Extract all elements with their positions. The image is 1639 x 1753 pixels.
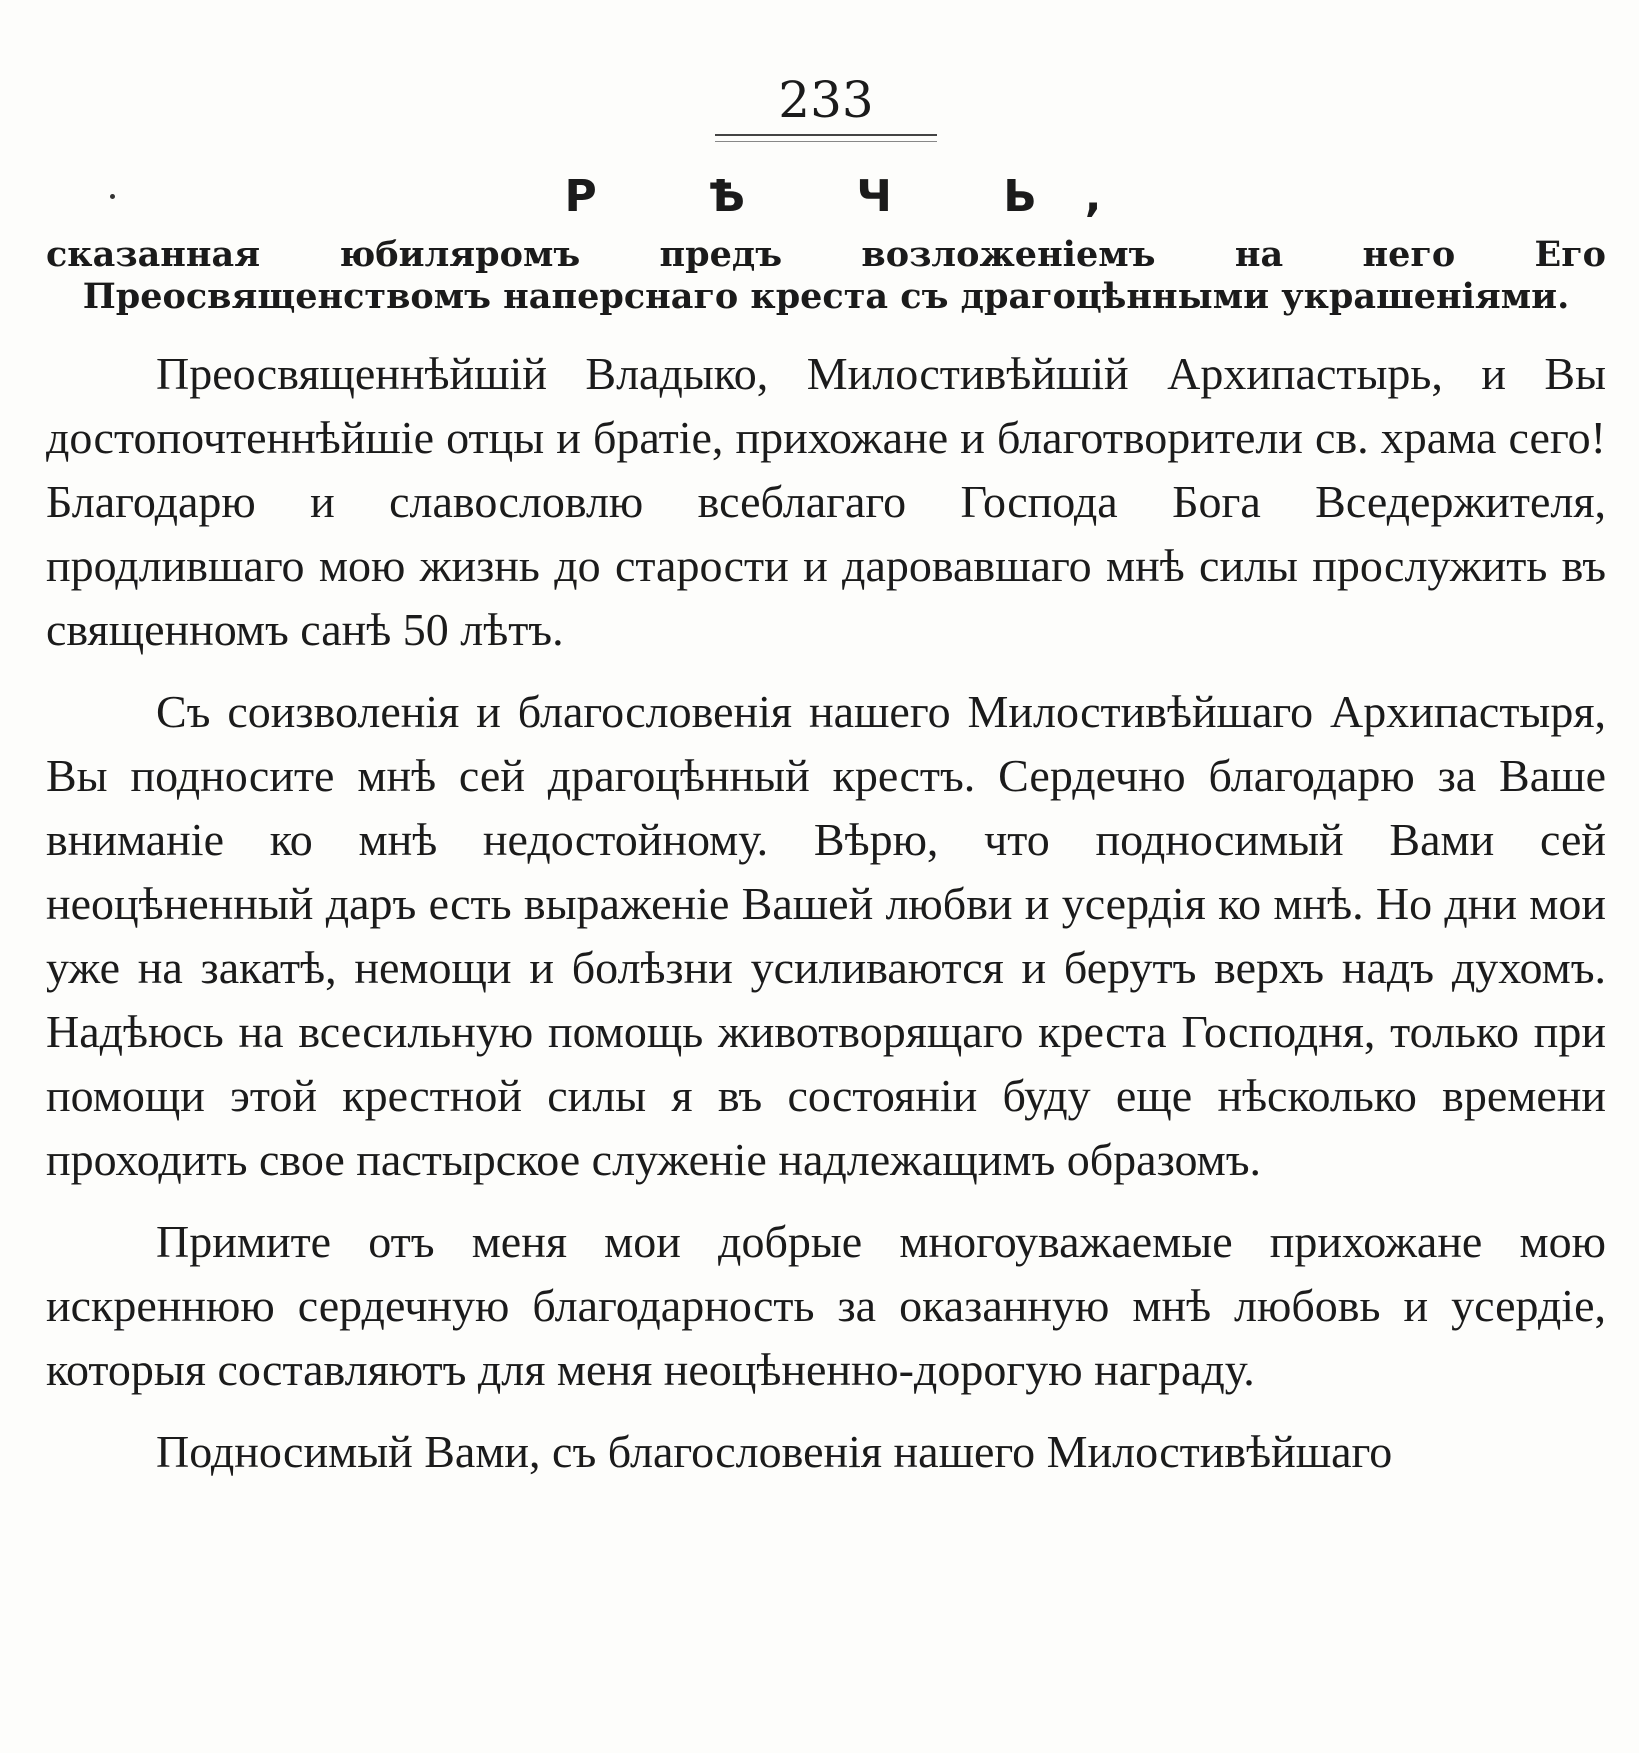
- page-number-rule: [715, 134, 937, 142]
- paragraph: Примите отъ меня мои добрые многоуважаемые прихожане мою искреннюю сердечную благодарность за оказанную мнѣ любовь и усердіе, которыя составляютъ для меня неоцѣненно-дорогую награду.: [46, 1216, 1606, 1395]
- page-header: [46, 70, 1606, 142]
- section-subtitle: сказанная юбиляромъ предъ возложеніемъ на него Его Преосвященствомъ наперснаго креста съ драгоцѣнными украшеніями.: [46, 234, 1606, 317]
- paragraph: Преосвященнѣйшій Владыко, Милостивѣйшій Архипастырь, и Вы достопочтеннѣйшіе отцы и братіе, прихожане и благотворители св. храма сего! Благодарю и славословлю всеблагаго Господа Бога Вседержителя, продлившаго мою жизнь до старости и даровавшаго мнѣ силы прослужить въ священномъ санѣ 50 лѣтъ.: [46, 348, 1606, 655]
- paragraph: Съ соизволенія и благословенія нашего Милостивѣйшаго Архипастыря, Вы подносите мнѣ сей драгоцѣнный крестъ. Сердечно благодарю за Ваше вниманіе ко мнѣ недостойному. Вѣрю, что подносимый Вами сей неоцѣненный даръ есть выраженіе Вашей любви и усердія ко мнѣ. Но дни мои уже на закатѣ, немощи и болѣзни усиливаются и берутъ верхъ надъ духомъ. Надѣюсь на всесильную помощь животворящаго креста Господня, только при помощи этой крестной силы я въ состояніи буду еще нѣсколько времени проходить свое пастырское служеніе надлежащимъ образомъ.: [46, 686, 1606, 1185]
- document-page: [46, 70, 1606, 1753]
- section-heading: Р Ѣ Ч Ь,: [564, 171, 1150, 222]
- page-number: 233: [778, 71, 874, 129]
- paragraph: Подносимый Вами, съ благословенія нашего Милостивѣйшаго: [156, 1426, 1393, 1477]
- body-text: [46, 342, 1606, 1484]
